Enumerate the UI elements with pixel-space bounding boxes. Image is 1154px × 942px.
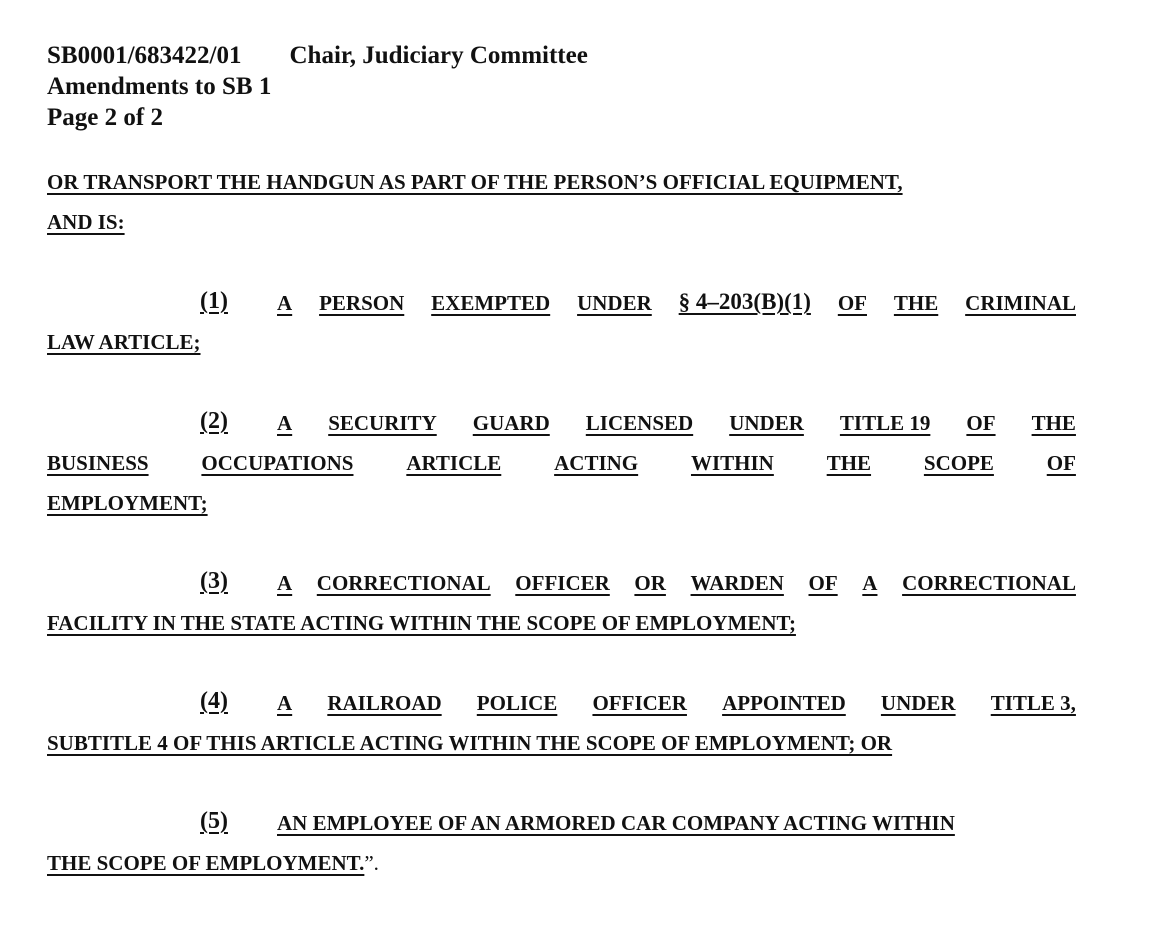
item-5-line-1-text: AN EMPLOYEE OF AN ARMORED CAR COMPANY ACTING WITHIN <box>277 811 955 835</box>
word: THE <box>826 451 872 475</box>
item-3-text <box>277 571 1076 596</box>
word: UNDER <box>880 691 956 715</box>
word: OR <box>634 571 666 595</box>
word: PERSON <box>319 291 405 315</box>
intro-line-1: OR TRANSPORT THE HANDGUN AS PART OF THE PERSON’S OFFICIAL EQUIPMENT, <box>47 170 903 194</box>
word: TITLE 19 <box>839 411 931 435</box>
committee-name: Chair, Judiciary Committee <box>289 42 588 69</box>
item-3-second-line: FACILITY IN THE STATE ACTING WITHIN THE SCOPE OF EMPLOYMENT; <box>47 611 796 635</box>
word: GUARD <box>472 411 550 435</box>
word: CRIMINAL <box>965 291 1076 315</box>
item-1-number: (1) <box>200 288 228 314</box>
word: OF <box>966 411 996 435</box>
word: CORRECTIONAL <box>902 571 1076 595</box>
word: A <box>862 571 878 595</box>
word: § 4–203(B)(1) <box>678 289 811 314</box>
word: UNDER <box>577 291 652 315</box>
document-header <box>47 40 588 133</box>
item-4-second-line: SUBTITLE 4 OF THIS ARTICLE ACTING WITHIN THE SCOPE OF EMPLOYMENT; OR <box>47 731 893 755</box>
item-4-number: (4) <box>200 688 228 714</box>
word: OF <box>808 571 838 595</box>
word: OFFICER <box>592 691 687 715</box>
word: TITLE 3, <box>990 691 1076 715</box>
item-2-third-line: EMPLOYMENT; <box>47 491 208 515</box>
word: LICENSED <box>585 411 694 435</box>
word: RAILROAD <box>327 691 442 715</box>
word: ACTING <box>554 451 639 475</box>
word: WITHIN <box>690 451 774 475</box>
amendments-title: Amendments to SB 1 <box>47 73 272 100</box>
item-5-number: (5) <box>200 808 228 834</box>
document-id: SB0001/683422/01 <box>47 42 242 69</box>
word: EXEMPTED <box>431 291 551 315</box>
word: SECURITY <box>328 411 437 435</box>
item-5-second-line <box>47 851 379 876</box>
page-indicator: Page 2 of 2 <box>47 104 163 131</box>
word: APPOINTED <box>722 691 846 715</box>
item-3-number: (3) <box>200 568 228 594</box>
item-5-line-2-text: THE SCOPE OF EMPLOYMENT. <box>47 851 365 875</box>
word: OFFICER <box>515 571 610 595</box>
word: CORRECTIONAL <box>316 571 491 595</box>
word: THE <box>893 291 939 315</box>
word: A <box>277 571 293 595</box>
word: ARTICLE <box>406 451 502 475</box>
intro-line-2: AND IS: <box>47 210 125 234</box>
word: OF <box>837 291 867 315</box>
item-5-text <box>277 811 1076 836</box>
item-1-text <box>277 291 1076 316</box>
item-4-text <box>277 691 1076 716</box>
closing-quote: ”. <box>364 851 379 875</box>
word: BUSINESS <box>47 451 149 475</box>
word: SCOPE <box>923 451 994 475</box>
header-row-1 <box>47 40 588 71</box>
word: A <box>277 691 293 715</box>
word: A <box>277 411 293 435</box>
word: A <box>277 291 293 315</box>
item-1-second-line: LAW ARTICLE; <box>47 330 201 354</box>
item-2-text <box>277 411 1076 436</box>
item-2-second-line <box>47 451 1076 476</box>
item-2-number: (2) <box>200 408 228 434</box>
word: THE <box>1031 411 1076 435</box>
word: OCCUPATIONS <box>201 451 354 475</box>
word: UNDER <box>729 411 804 435</box>
word: POLICE <box>476 691 558 715</box>
word: WARDEN <box>690 571 784 595</box>
word: OF <box>1046 451 1076 475</box>
